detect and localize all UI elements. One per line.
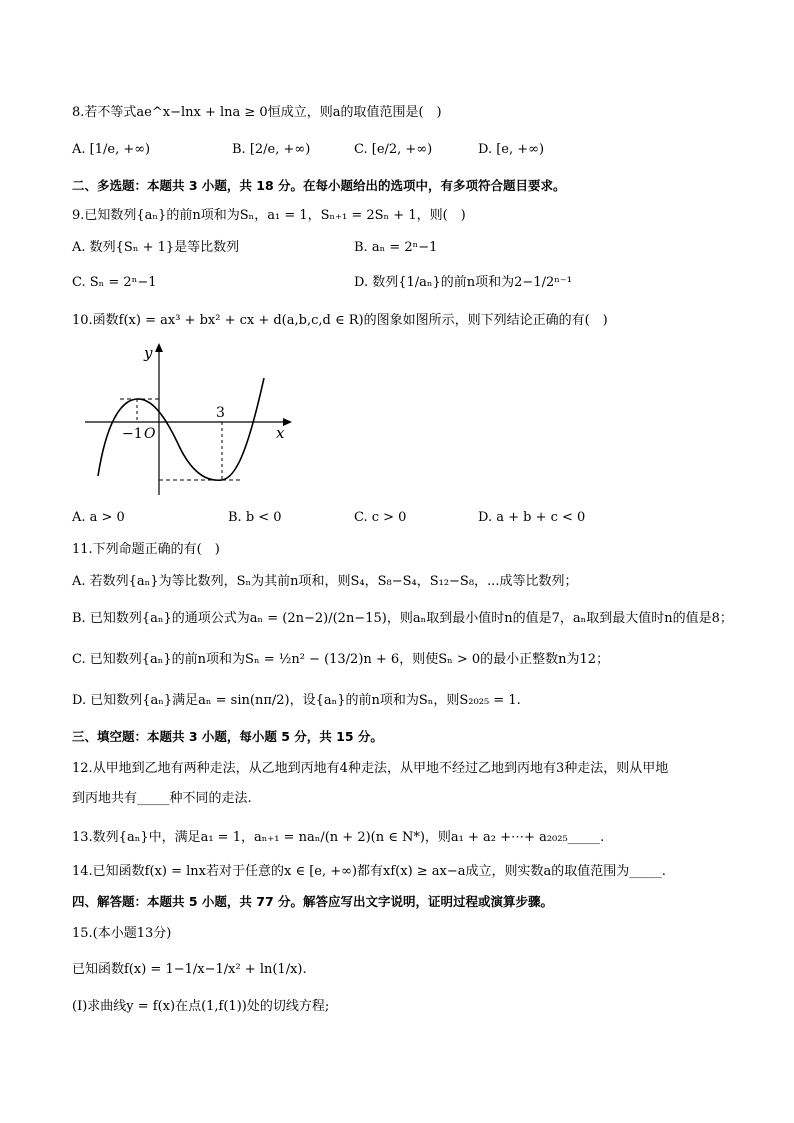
section-2-heading: 二、多选题：本题共 3 小题，共 18 分。在每小题给出的选项中，有多项符合题目要求。 [72, 178, 566, 193]
section-3-heading: 三、填空题：本题共 3 小题，每小题 5 分，共 15 分。 [72, 729, 383, 744]
q10-option-a: A. a > 0 [72, 510, 125, 525]
q10-option-d: D. a + b + c < 0 [478, 510, 586, 525]
q14-stem: 14.已知函数f(x) = lnx若对于任意的x ∈ [e, +∞)都有xf(x) ≥ ax−a成立，则实数a的取值范围为_____. [72, 864, 666, 879]
q9-option-a: A. 数列{Sₙ + 1}是等比数列 [72, 240, 240, 255]
q10-option-c: C. c > 0 [354, 510, 407, 525]
x-axis-label: x [276, 424, 285, 442]
neg-one-label: −1 [122, 426, 143, 442]
q11-option-a: A. 若数列{aₙ}为等比数列，Sₙ为其前n项和，则S₄，S₈−S₄，S₁₂−S₈，...成等比数列； [72, 574, 578, 589]
q11-stem: 11.下列命题正确的有( ) [72, 542, 220, 557]
q9-option-d: D. 数列{1/aₙ}的前n项和为2−1/2ⁿ⁻¹ [354, 275, 572, 290]
y-axis-label: y [144, 344, 153, 362]
q8-option-b: B. [2/e, +∞) [232, 142, 311, 157]
q13-stem: 13.数列{aₙ}中，满足a₁ = 1，aₙ₊₁ = naₙ/(n + 2)(n ∈ N*)，则a₁ + a₂ +⋯+ a₂₀₂₅_____. [72, 830, 605, 845]
q9-option-c: C. Sₙ = 2ⁿ−1 [72, 275, 157, 290]
q11-option-b: B. 已知数列{aₙ}的通项公式为aₙ = (2n−2)/(2n−15)，则aₙ取到最小值时n的值是7，aₙ取到最大值时n的值是8； [72, 611, 733, 626]
q15-part-1: (Ⅰ)求曲线y = f(x)在点(1,f(1))处的切线方程; [72, 999, 330, 1014]
q10-stem: 10.函数f(x) = ax³ + bx² + cx + d(a,b,c,d ∈ R)的图象如图所示，则下列结论正确的有( ) [72, 313, 608, 328]
q11-option-c: C. 已知数列{aₙ}的前n项和为Sₙ = ½n² − (13/2)n + 6，则使Sₙ > 0的最小正整数n为12； [72, 652, 610, 667]
q12-line-2: 到丙地共有_____种不同的走法. [72, 791, 252, 806]
q8-option-d: D. [e, +∞) [478, 142, 545, 157]
q8-option-a: A. [1/e, +∞) [72, 142, 151, 157]
q8-option-c: C. [e/2, +∞) [354, 142, 433, 157]
three-label: 3 [216, 405, 225, 421]
origin-label: O [144, 426, 156, 442]
section-4-heading: 四、解答题：本题共 5 小题，共 77 分。解答应写出文字说明，证明过程或演算步骤。 [72, 894, 554, 909]
q12-line-1: 12.从甲地到乙地有两种走法，从乙地到丙地有4种走法，从甲地不经过乙地到丙地有3种走法，则从甲地 [72, 761, 669, 776]
q9-option-b: B. aₙ = 2ⁿ−1 [354, 240, 438, 255]
q11-option-d: D. 已知数列{aₙ}满足aₙ = sin(nπ/2)，设{aₙ}的前n项和为Sₙ，则S₂₀₂₅ = 1. [72, 693, 521, 708]
q10-cubic-graph [80, 340, 300, 505]
q15-title: 15.(本小题13分) [72, 926, 172, 941]
q8-stem: 8.若不等式ae^x−lnx + lna ≥ 0恒成立，则a的取值范围是( ) [72, 105, 442, 120]
y-axis-arrow-icon [155, 343, 163, 352]
q10-option-b: B. b < 0 [228, 510, 282, 525]
q9-stem: 9.已知数列{aₙ}的前n项和为Sₙ，a₁ = 1，Sₙ₊₁ = 2Sₙ + 1，则( ) [72, 208, 466, 223]
q15-given: 已知函数f(x) = 1−1/x−1/x² + ln(1/x). [72, 962, 307, 977]
